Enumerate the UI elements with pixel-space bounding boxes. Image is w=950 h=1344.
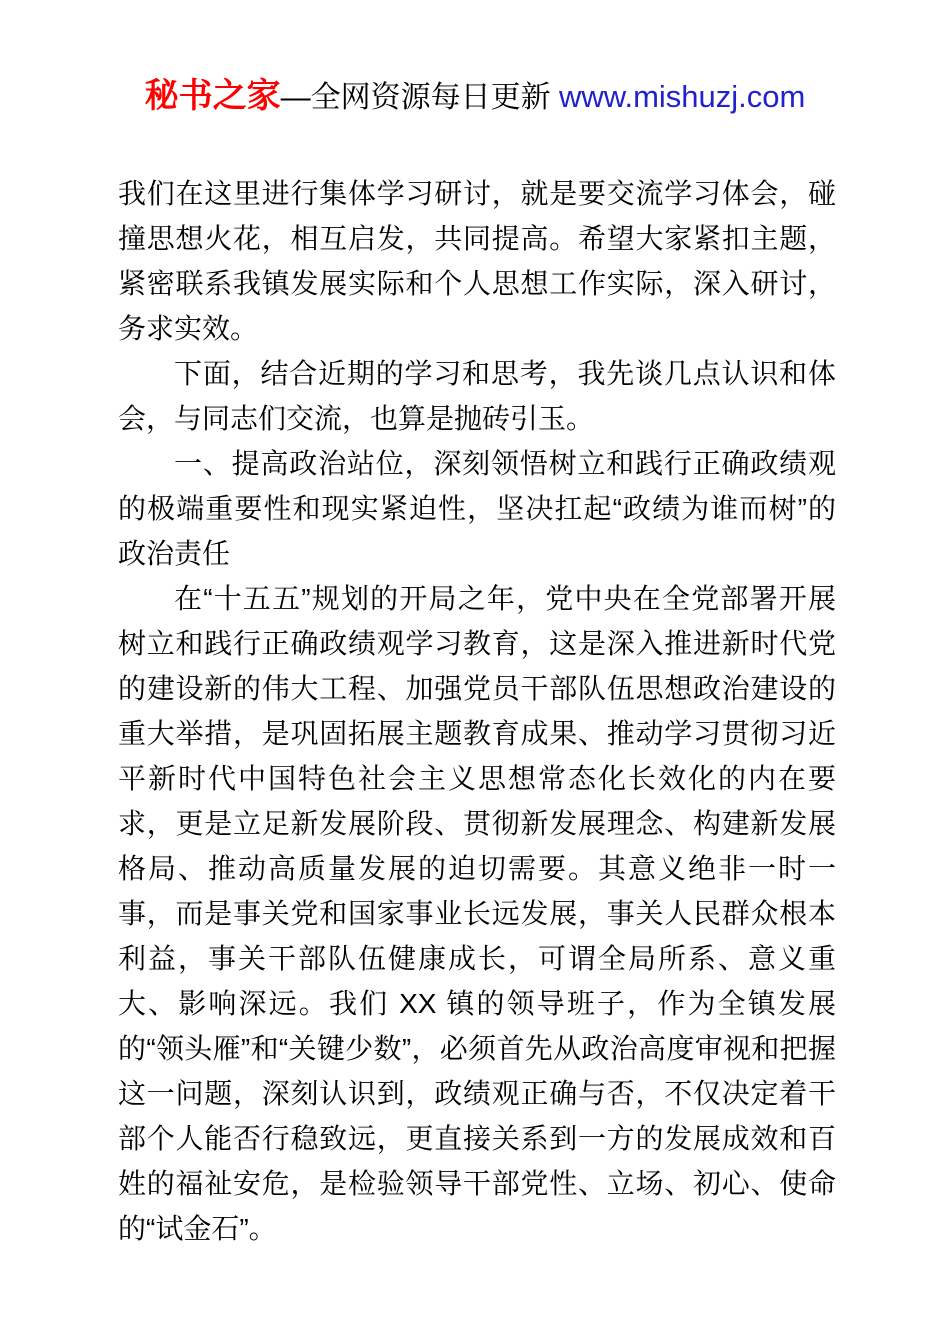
header-tagline: 全网资源每日更新 bbox=[310, 81, 551, 114]
document-body bbox=[118, 171, 836, 1251]
website-link[interactable]: www.mishuzj.com bbox=[559, 79, 806, 114]
paragraph: 下面，结合近期的学习和思考，我先谈几点认识和体会，与同志们交流，也算是抛砖引玉。 bbox=[118, 358, 836, 434]
section-heading: 一、提高政治站位，深刻领悟树立和践行正确政绩观的极端重要性和现实紧迫性，坚决扛起“政绩为谁而树”的政治责任 bbox=[118, 448, 836, 569]
header-dash: — bbox=[280, 81, 311, 114]
paragraph: 在“十五五”规划的开局之年，党中央在全党部署开展树立和践行正确政绩观学习教育，这是深入推进新时代党的建设新的伟大工程、加强党员干部队伍思想政治建设的重大举措，是巩固拓展主题教育成果、推动学习贯彻习近平新时代中国特色社会主义思想常态化长效化的内在要求，更是立足新发展阶段、贯彻新发展理念、构建新发展格局、推动高质量发展的迫切需要。其意义绝非一时一事，而是事关党和国家事业长远发展，事关人民群众根本利益，事关干部队伍健康成长，可谓全局所系、意义重大、影响深远。我们 XX 镇的领导班子，作为全镇发展的“领头雁”和“关键少数”，必须首先从政治高度审视和把握这一问题，深刻认识到，政绩观正确与否，不仅决定着干部个人能否行稳致远，更直接关系到一方的发展成效和百姓的福祉安危，是检验领导干部党性、立场、初心、使命的“试金石”。 bbox=[118, 583, 836, 1244]
paragraph: 我们在这里进行集体学习研讨，就是要交流学习体会，碰撞思想火花，相互启发，共同提高。希望大家紧扣主题，紧密联系我镇发展实际和个人思想工作实际，深入研讨，务求实效。 bbox=[118, 178, 836, 344]
page-header bbox=[0, 76, 950, 119]
brand-name: 秘书之家 bbox=[144, 78, 281, 115]
